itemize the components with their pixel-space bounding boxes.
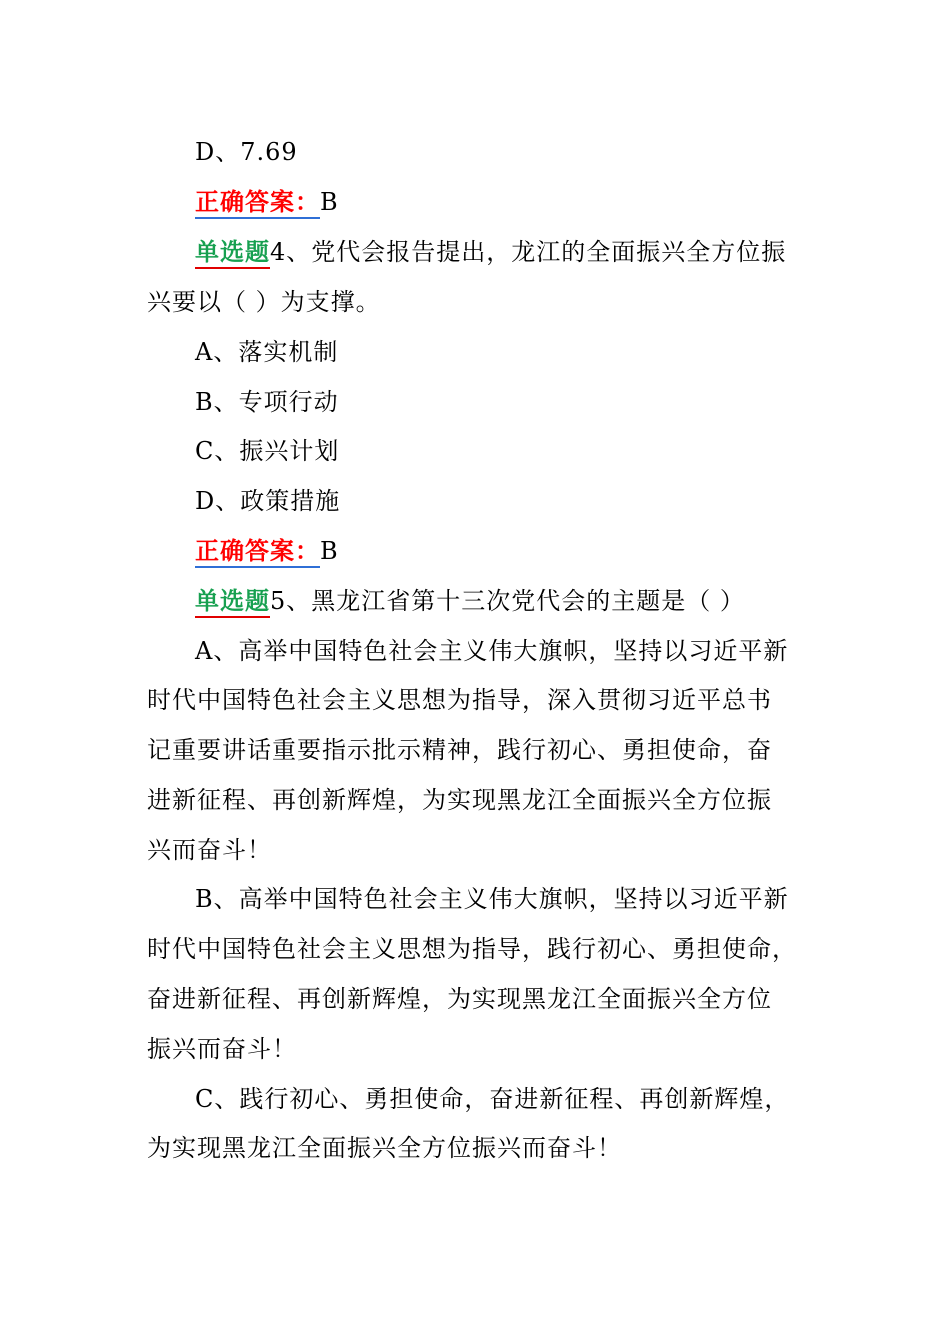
answer-value: B [320,188,339,216]
q4-option-a: A、落实机制 [195,338,339,366]
answer-label: 正确答案： [195,187,320,219]
q5-option-b-line: 奋进新征程、再创新辉煌，为实现黑龙江全面振兴全方位 [147,985,772,1013]
question-type-label: 单选题 [195,586,270,618]
q5-option-b-line: 振兴而奋斗！ [147,1035,297,1063]
q5-option-c-line: 为实现黑龙江全面振兴全方位振兴而奋斗！ [147,1134,622,1162]
q5-option-c-line: C、践行初心、勇担使命，奋进新征程、再创新辉煌， [195,1085,790,1113]
q4-stem-text: 4、党代会报告提出，龙江的全面振兴全方位振 [270,238,787,266]
q4-option-c: C、振兴计划 [195,437,340,465]
q4-option-b: B、专项行动 [195,388,339,416]
q3-answer [195,185,807,219]
q5-stem [195,584,807,618]
q5-option-a-line: 进新征程、再创新辉煌，为实现黑龙江全面振兴全方位振 [147,786,772,814]
answer-label: 正确答案： [195,536,320,568]
q5-option-b-line: 时代中国特色社会主义思想为指导，践行初心、勇担使命， [147,935,797,963]
q5-option-a-line: 兴而奋斗！ [147,836,272,864]
q5-option-a-line: 时代中国特色社会主义思想为指导，深入贯彻习近平总书 [147,686,772,714]
q4-answer [195,534,807,568]
q3-option-d: D、7.69 [195,138,298,166]
answer-value: B [320,537,339,565]
q5-option-a-line: 记重要讲话重要指示批示精神，践行初心、勇担使命，奋 [147,736,772,764]
question-type-label: 单选题 [195,237,270,269]
q5-option-a-line: A、高举中国特色社会主义伟大旗帜，坚持以习近平新 [195,637,789,665]
q4-option-d: D、政策措施 [195,487,341,515]
q5-option-b-line: B、高举中国特色社会主义伟大旗帜，坚持以习近平新 [195,885,789,913]
q5-stem-text: 5、黑龙江省第十三次党代会的主题是（ ） [270,587,745,615]
q4-stem-line2: 兴要以（ ）为支撑。 [147,288,381,316]
q4-stem-line1 [195,235,807,269]
